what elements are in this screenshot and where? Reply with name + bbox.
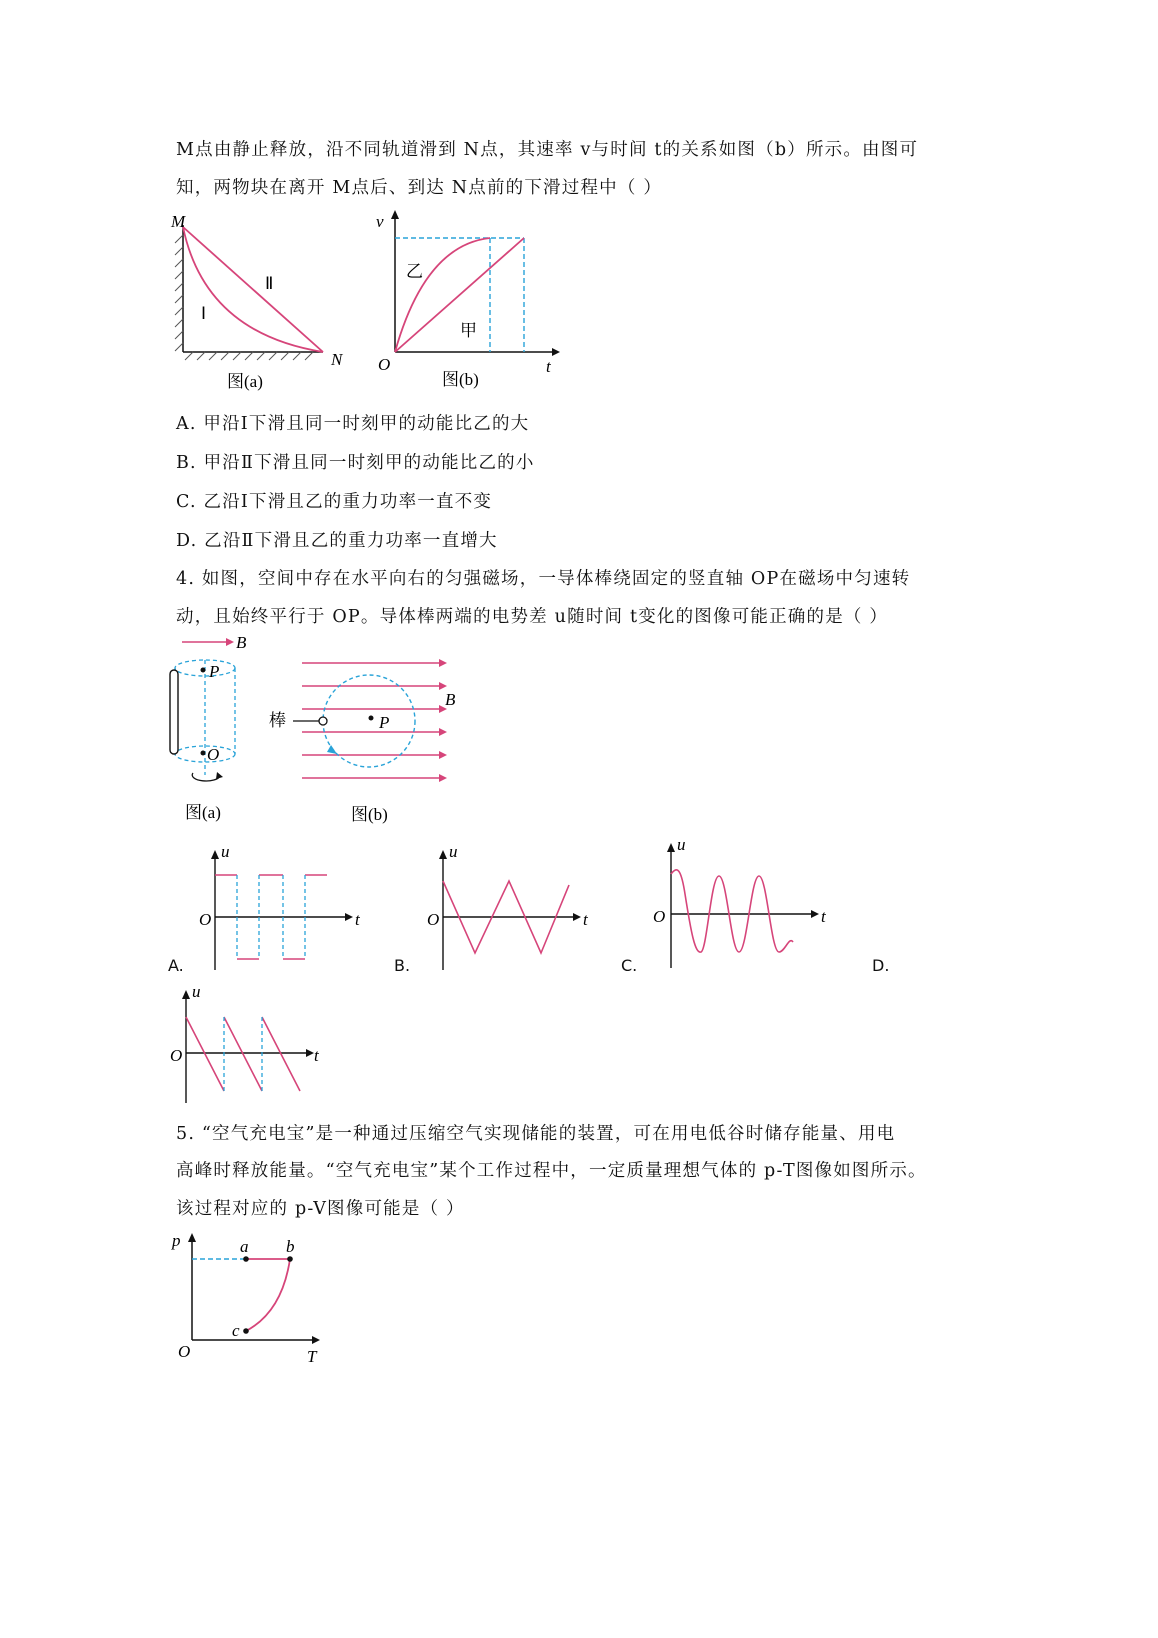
q4-figure-a <box>160 630 270 830</box>
label-O: O <box>378 355 391 374</box>
label-N: N <box>331 350 343 369</box>
caption-fig-b: 图(b) <box>442 370 479 389</box>
label-track-1: Ⅰ <box>201 304 207 323</box>
q4-graph-c <box>651 835 841 970</box>
q5-text-line3: 该过程对应的 p-V图像可能是（ ） <box>176 1199 465 1219</box>
label-yi: 乙 <box>406 262 423 281</box>
label-u: u <box>192 982 201 1001</box>
q4-option-d: D. <box>872 956 890 975</box>
q5-text-line1: 5. “空气充电宝”是一种通过压缩空气实现储能的装置，可在用电低谷时储存能量、用电 <box>176 1124 896 1144</box>
label-c: c <box>232 1321 240 1340</box>
q3-figure-a <box>165 205 365 400</box>
q4-text-line1: 4. 如图，空间中存在水平向右的匀强磁场，一导体棒绕固定的竖直轴 OP在磁场中匀速转 <box>176 569 911 589</box>
label-O: O <box>170 1046 183 1065</box>
q3-option-c: C. 乙沿Ⅰ下滑且乙的重力功率一直不变 <box>176 492 493 512</box>
q5-text-line2: 高峰时释放能量。“空气充电宝”某个工作过程中，一定质量理想气体的 p-T图像如图所示。 <box>176 1161 927 1181</box>
q5-pt-figure <box>170 1228 340 1373</box>
label-O: O <box>427 910 440 929</box>
label-O: O <box>178 1342 191 1361</box>
q3-option-a: A. 甲沿Ⅰ下滑且同一时刻甲的动能比乙的大 <box>176 414 530 434</box>
label-u: u <box>221 842 230 861</box>
label-v: v <box>376 212 384 231</box>
q4-option-c: C. <box>621 956 638 975</box>
q4-graph-d <box>166 982 336 1105</box>
label-t: t <box>314 1046 319 1065</box>
label-B-field: B <box>445 690 456 709</box>
label-O: O <box>199 910 212 929</box>
label-t: t <box>583 910 588 929</box>
q4-option-a: A. <box>168 956 184 975</box>
label-u: u <box>449 842 458 861</box>
caption-q4-fig-a: 图(a) <box>185 803 221 822</box>
label-rod: 棒 <box>269 711 286 730</box>
q3-text-line2: 知，两物块在离开 M点后、到达 N点前的下滑过程中（ ） <box>176 178 663 198</box>
label-t: t <box>355 910 360 929</box>
label-P: P <box>209 662 220 681</box>
q3-figure-b <box>370 205 570 400</box>
q4-graph-a <box>195 842 375 970</box>
label-track-2: Ⅱ <box>265 274 274 293</box>
label-t: t <box>546 357 551 376</box>
label-O-axis: O <box>207 745 220 764</box>
q3-option-b: B. 甲沿Ⅱ下滑且同一时刻甲的动能比乙的小 <box>176 453 535 473</box>
label-P-center: P <box>379 713 390 732</box>
q4-option-b: B. <box>394 956 411 975</box>
label-T: T <box>307 1347 317 1366</box>
q3-text-line1: M点由静止释放，沿不同轨道滑到 N点，其速率 v与时间 t的关系如图（b）所示。由图可 <box>176 140 919 160</box>
label-M: M <box>171 212 186 231</box>
label-a: a <box>240 1237 249 1256</box>
caption-fig-a: 图(a) <box>227 372 263 391</box>
caption-q4-fig-b: 图(b) <box>351 805 388 824</box>
q3-option-d: D. 乙沿Ⅱ下滑且乙的重力功率一直增大 <box>176 531 498 551</box>
label-p: p <box>172 1231 181 1250</box>
label-O: O <box>653 907 666 926</box>
q4-graph-b <box>423 842 603 970</box>
q4-figure-b <box>265 655 465 830</box>
label-u: u <box>677 835 686 854</box>
q4-text-line2: 动，且始终平行于 OP。导体棒两端的电势差 u随时间 t变化的图像可能正确的是（ ） <box>176 607 889 627</box>
label-t: t <box>821 907 826 926</box>
label-b: b <box>286 1237 295 1256</box>
label-B: B <box>236 633 247 652</box>
label-jia: 甲 <box>460 321 477 340</box>
